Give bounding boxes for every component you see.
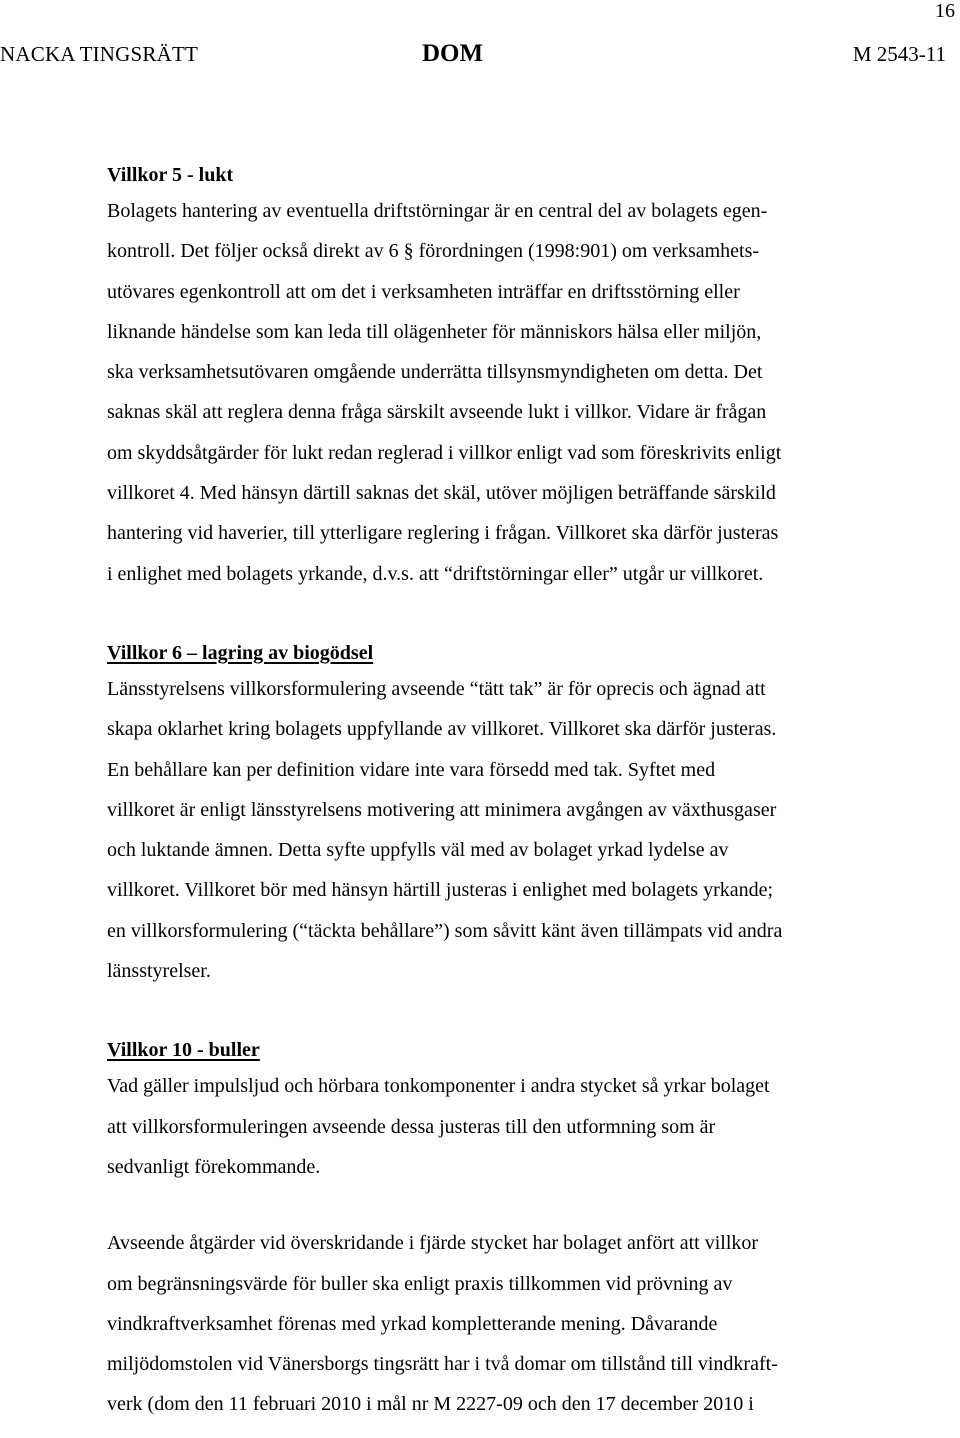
text-line: kontroll. Det följer också direkt av 6 § förordningen (1998:901) om verksamhets-	[107, 240, 760, 263]
section-villkor-5	[107, 160, 907, 594]
text-line: villkoret 4. Med hänsyn därtill saknas det skäl, utöver möjligen beträffande särskild	[107, 482, 776, 505]
text-line: Vad gäller impulsljud och hörbara tonkomponenter i andra stycket så yrkar bolaget	[107, 1075, 770, 1098]
text-line: villkoret. Villkoret bör med hänsyn härtill justeras i enlighet med bolagets yrkande;	[107, 879, 774, 902]
text-line: sedvanligt förekommande.	[107, 1155, 321, 1178]
court-name: NACKA TINGSRÄTT	[0, 42, 199, 66]
text-line: och luktande ämnen. Detta syfte uppfylls väl med av bolaget yrkad lydelse av	[107, 839, 729, 862]
document-header	[0, 40, 960, 72]
text-line: Bolagets hantering av eventuella driftstörningar är en central del av bolagets egen-	[107, 200, 768, 222]
text-line: i enlighet med bolagets yrkande, d.v.s. att “driftstörningar eller” utgår ur villkoret.	[107, 562, 764, 585]
paragraph	[107, 191, 907, 594]
section-villkor-6	[107, 638, 907, 991]
text-line: ska verksamhetsutövaren omgående underrätta tillsynsmyndigheten om detta. Det	[107, 361, 763, 384]
paragraph	[107, 669, 907, 991]
text-line: hantering vid haverier, till ytterligare reglering i frågan. Villkoret ska därför justeras	[107, 522, 779, 545]
text-line: miljödomstolen vid Vänersborgs tingsrätt har i två domar om tillstånd till vindkraft-	[107, 1353, 778, 1376]
section-heading: Villkor 6 – lagring av biogödsel	[107, 641, 374, 664]
text-line: Avseende åtgärder vid överskridande i fjärde stycket har bolaget anfört att villkor	[107, 1232, 759, 1255]
text-line: En behållare kan per definition vidare inte vara försedd med tak. Syftet med	[107, 758, 716, 781]
text-line: en villkorsformulering (“täckta behållare”) som såvitt känt även tillämpats vid andra	[107, 919, 783, 942]
page-number: 16	[935, 0, 955, 22]
section-heading: Villkor 5 - lukt	[107, 164, 234, 186]
text-line: länsstyrelser.	[107, 960, 211, 983]
text-line: vindkraftverksamhet förenas med yrkad kompletterande mening. Dåvarande	[107, 1312, 718, 1335]
text-line: saknas skäl att reglera denna fråga särskilt avseende lukt i villkor. Vidare är frågan	[107, 401, 767, 424]
document-body	[107, 160, 907, 1425]
text-line: att villkorsformuleringen avseende dessa justeras till den utformning som är	[107, 1115, 716, 1138]
text-line: liknande händelse som kan leda till olägenheter för människors hälsa eller miljön,	[107, 320, 762, 343]
section-villkor-10	[107, 1035, 907, 1424]
document-type: DOM	[422, 40, 484, 67]
case-number: M 2543-11	[852, 42, 946, 66]
paragraph	[107, 1066, 907, 1187]
paragraph	[107, 1223, 907, 1424]
text-line: om skyddsåtgärder för lukt redan reglerad i villkor enligt vad som föreskrivits enligt	[107, 441, 782, 464]
text-line: om begränsningsvärde för buller ska enligt praxis tillkommen vid prövning av	[107, 1272, 733, 1295]
text-line: skapa oklarhet kring bolagets uppfyllande av villkoret. Villkoret ska därför justeras.	[107, 718, 777, 741]
text-line: villkoret är enligt länsstyrelsens motivering att minimera avgången av växthusgaser	[107, 798, 777, 821]
text-line: utövares egenkontroll att om det i verksamheten inträffar en driftsstörning eller	[107, 280, 740, 303]
text-line: verk (dom den 11 februari 2010 i mål nr M 2227-09 och den 17 december 2010 i	[107, 1393, 754, 1416]
section-heading: Villkor 10 - buller	[107, 1039, 260, 1062]
text-line: Länsstyrelsens villkorsformulering avseende “tätt tak” är för oprecis och ägnad att	[107, 677, 766, 700]
